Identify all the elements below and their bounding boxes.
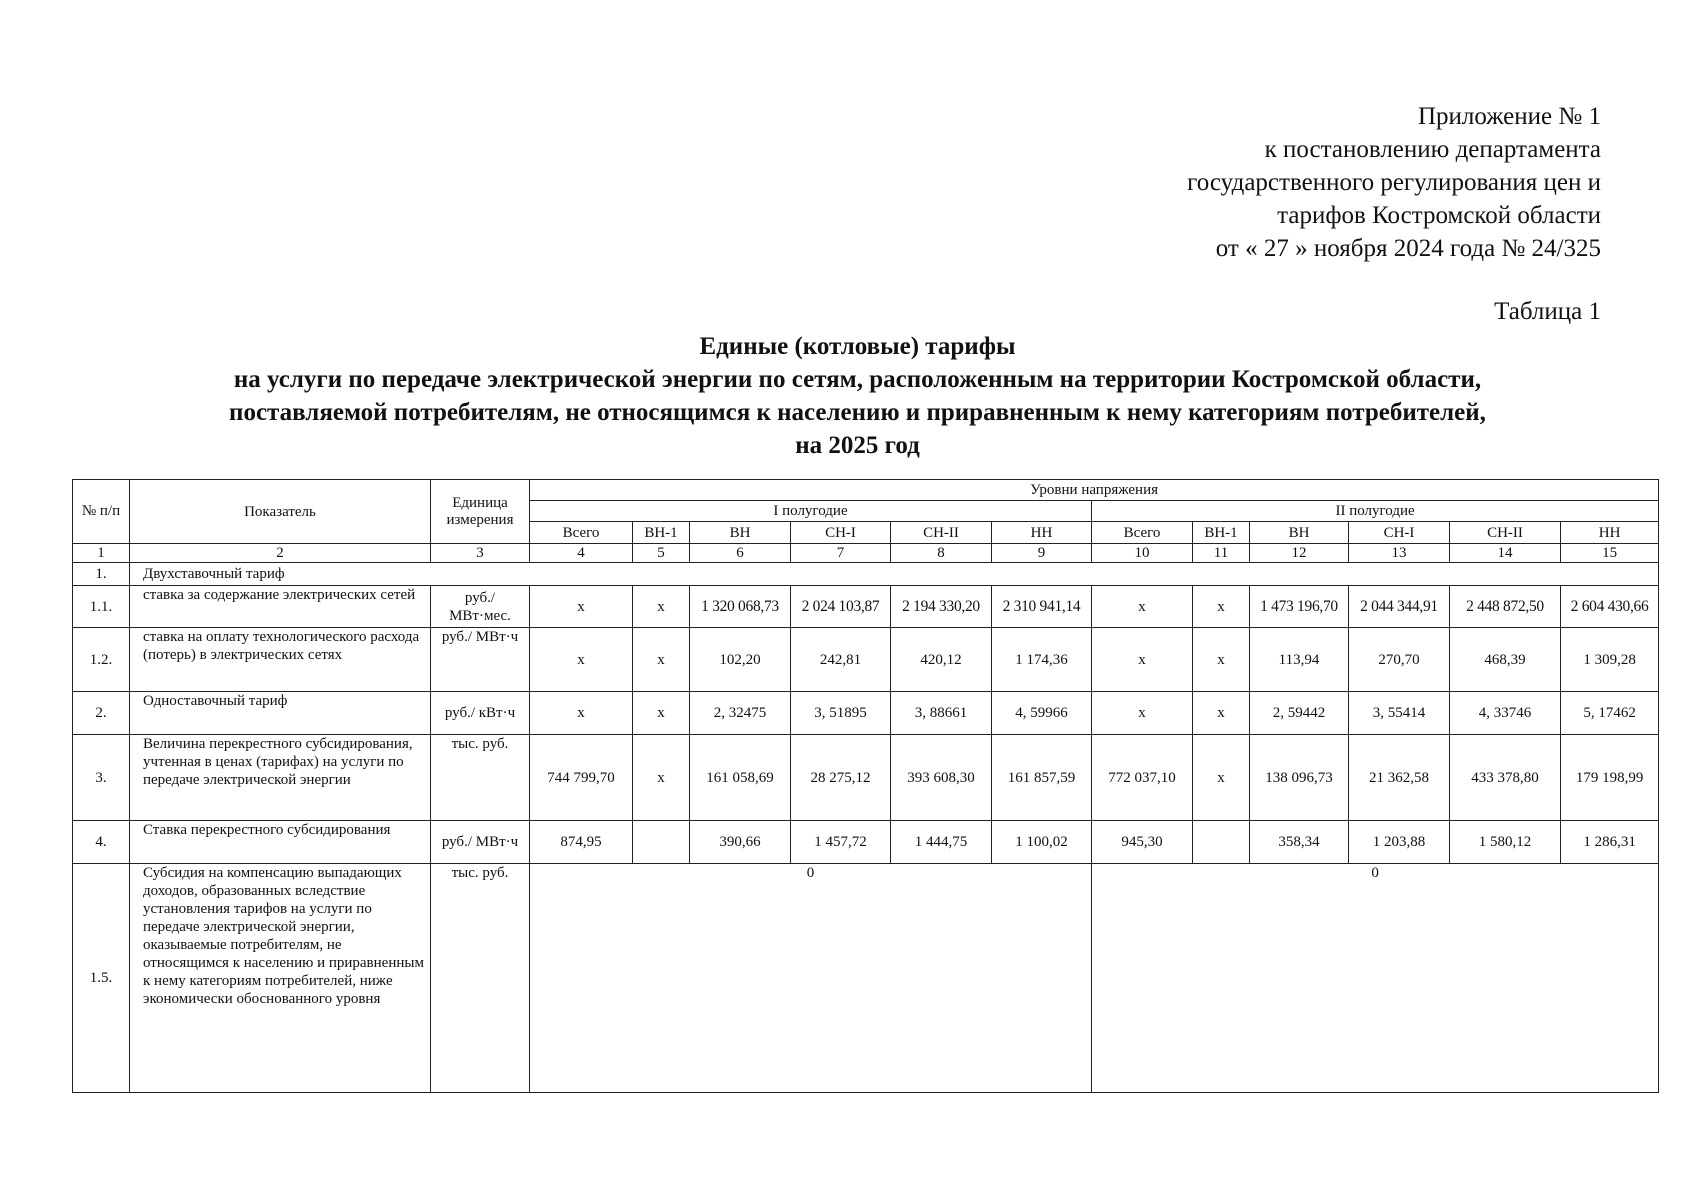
value-cell: 3, 51895 [791, 692, 891, 735]
column-index-row [73, 544, 1659, 563]
value-cell: 1 457,72 [791, 821, 891, 864]
row-name: Величина перекрестного субсидирования, учтенная в ценах (тарифах) на услуги по передаче электрической энергии [130, 735, 431, 821]
column-index-cell: 5 [633, 544, 690, 563]
value-cell: 1 580,12 [1450, 821, 1561, 864]
value-cell: х [530, 586, 633, 628]
value-cell: 874,95 [530, 821, 633, 864]
value-cell: 420,12 [891, 628, 992, 692]
column-index-cell: 13 [1349, 544, 1450, 563]
row-name: Двухставочный тариф [130, 563, 1659, 586]
value-cell: 2 194 330,20 [891, 586, 992, 628]
header-sub-cell: НН [1561, 522, 1659, 544]
title-line-4: на 2025 год [795, 432, 920, 459]
header-sub-cell: ВН-1 [633, 522, 690, 544]
header-half-2: II полугодие [1092, 501, 1659, 522]
appendix-line-2: к постановлению департамента [1264, 136, 1601, 163]
appendix-line-4: тарифов Костромской области [1277, 202, 1601, 229]
value-cell: х [1193, 586, 1250, 628]
half-1-value-cell: 0 [530, 864, 1092, 1093]
row-unit: руб./ МВт·ч [431, 628, 530, 692]
row-number: 1.1. [73, 586, 130, 628]
table-row [73, 821, 1659, 864]
row-number: 3. [73, 735, 130, 821]
value-cell: 1 174,36 [992, 628, 1092, 692]
value-cell: 2, 32475 [690, 692, 791, 735]
row-number: 1.5. [73, 864, 130, 1093]
table-row [73, 864, 1659, 1093]
value-cell: 3, 88661 [891, 692, 992, 735]
header-sub-cell: НН [992, 522, 1092, 544]
title-line-3: поставляемой потребителям, не относящимся к населению и приравненным к нему категориям потребителей, [229, 399, 1486, 426]
header-sub-cell: ВН [1250, 522, 1349, 544]
header-sub-cell: Всего [530, 522, 633, 544]
column-index-cell: 15 [1561, 544, 1659, 563]
value-cell: х [1193, 735, 1250, 821]
row-name: Субсидия на компенсацию выпадающих доходов, образованных вследствие установления тарифов на услуги по передаче электрической энергии, оказываемые потребителям, не относящимся к населению и приравненным к нему категориям потребителей, ниже экономически обоснованного уровня [130, 864, 431, 1093]
document-title [60, 330, 1655, 462]
value-cell: 1 100,02 [992, 821, 1092, 864]
row-name: Ставка перекрестного субсидирования [130, 821, 431, 864]
row-number: 2. [73, 692, 130, 735]
row-number: 1.2. [73, 628, 130, 692]
header-sub-cell: Всего [1092, 522, 1193, 544]
header-sub-cell: СН-I [791, 522, 891, 544]
value-cell: 393 608,30 [891, 735, 992, 821]
table-row [73, 628, 1659, 692]
value-cell: 2 024 103,87 [791, 586, 891, 628]
value-cell: 433 378,80 [1450, 735, 1561, 821]
value-cell: 945,30 [1092, 821, 1193, 864]
row-unit: руб./ кВт·ч [431, 692, 530, 735]
table-number: Таблица 1 [1494, 298, 1601, 325]
appendix-line-3: государственного регулирования цен и [1187, 169, 1601, 196]
value-cell: 102,20 [690, 628, 791, 692]
column-index-cell: 3 [431, 544, 530, 563]
value-cell: 161 058,69 [690, 735, 791, 821]
header-unit: Единица измерения [431, 480, 530, 544]
value-cell: 21 362,58 [1349, 735, 1450, 821]
header-sub-cell: ВН-1 [1193, 522, 1250, 544]
table-row [73, 692, 1659, 735]
value-cell: 2 310 941,14 [992, 586, 1092, 628]
value-cell: 1 286,31 [1561, 821, 1659, 864]
value-cell: х [1193, 628, 1250, 692]
value-cell: 242,81 [791, 628, 891, 692]
value-cell: х [1092, 628, 1193, 692]
value-cell: 1 203,88 [1349, 821, 1450, 864]
appendix-line-1: Приложение № 1 [1417, 103, 1601, 130]
value-cell: 1 473 196,70 [1250, 586, 1349, 628]
column-index-cell: 1 [73, 544, 130, 563]
value-cell: х [633, 692, 690, 735]
row-name: Одноставочный тариф [130, 692, 431, 735]
table-row [73, 735, 1659, 821]
value-cell: х [530, 628, 633, 692]
value-cell: 744 799,70 [530, 735, 633, 821]
value-cell: 5, 17462 [1561, 692, 1659, 735]
column-index-cell: 10 [1092, 544, 1193, 563]
column-index-cell: 6 [690, 544, 791, 563]
value-cell: х [1092, 586, 1193, 628]
title-line-2: на услуги по передаче электрической энергии по сетям, расположенным на территории Костромской области, [233, 366, 1482, 393]
value-cell: 3, 55414 [1349, 692, 1450, 735]
value-cell: 138 096,73 [1250, 735, 1349, 821]
table-row [73, 586, 1659, 628]
value-cell: 28 275,12 [791, 735, 891, 821]
value-cell: 2 604 430,66 [1561, 586, 1659, 628]
half-2-value-cell: 0 [1092, 864, 1659, 1093]
value-cell: 468,39 [1450, 628, 1561, 692]
header-sub-cell: СН-I [1349, 522, 1450, 544]
header-indicator: Показатель [130, 480, 431, 544]
tariff-table [72, 479, 1659, 1093]
value-cell: х [1193, 692, 1250, 735]
value-cell: 390,66 [690, 821, 791, 864]
column-index-cell: 2 [130, 544, 431, 563]
value-cell: 4, 59966 [992, 692, 1092, 735]
value-cell: 1 444,75 [891, 821, 992, 864]
row-unit: руб./ МВт·ч [431, 821, 530, 864]
row-name: ставка за содержание электрических сетей [130, 586, 431, 628]
value-cell: 2, 59442 [1250, 692, 1349, 735]
value-cell: х [1092, 692, 1193, 735]
header-sub-cell: ВН [690, 522, 791, 544]
row-name: ставка на оплату технологического расхода (потерь) в электрических сетях [130, 628, 431, 692]
column-index-cell: 11 [1193, 544, 1250, 563]
header-half-1: I полугодие [530, 501, 1092, 522]
appendix-line-5: от « 27 » ноября 2024 года № 24/325 [1215, 235, 1601, 262]
table-row [73, 563, 1659, 586]
row-number: 1. [73, 563, 130, 586]
value-cell [1193, 821, 1250, 864]
value-cell: 358,34 [1250, 821, 1349, 864]
appendix-block [1187, 100, 1601, 265]
header-sub-cell: СН-II [1450, 522, 1561, 544]
header-voltage-levels: Уровни напряжения [530, 480, 1659, 501]
value-cell: 179 198,99 [1561, 735, 1659, 821]
value-cell: х [633, 735, 690, 821]
header-no: № п/п [73, 480, 130, 544]
value-cell: х [633, 586, 690, 628]
value-cell: 1 309,28 [1561, 628, 1659, 692]
row-unit: тыс. руб. [431, 735, 530, 821]
row-unit: руб./ МВт·мес. [431, 586, 530, 628]
value-cell: 772 037,10 [1092, 735, 1193, 821]
header-sub-cell: СН-II [891, 522, 992, 544]
value-cell: 2 448 872,50 [1450, 586, 1561, 628]
value-cell: 2 044 344,91 [1349, 586, 1450, 628]
value-cell: 113,94 [1250, 628, 1349, 692]
row-number: 4. [73, 821, 130, 864]
value-cell: 4, 33746 [1450, 692, 1561, 735]
column-index-cell: 4 [530, 544, 633, 563]
column-index-cell: 12 [1250, 544, 1349, 563]
column-index-cell: 8 [891, 544, 992, 563]
value-cell: 161 857,59 [992, 735, 1092, 821]
value-cell: 1 320 068,73 [690, 586, 791, 628]
column-index-cell: 14 [1450, 544, 1561, 563]
value-cell: х [530, 692, 633, 735]
value-cell [633, 821, 690, 864]
title-line-1: Единые (котловые) тарифы [699, 333, 1016, 360]
column-index-cell: 9 [992, 544, 1092, 563]
value-cell: х [633, 628, 690, 692]
value-cell: 270,70 [1349, 628, 1450, 692]
row-unit: тыс. руб. [431, 864, 530, 1093]
column-index-cell: 7 [791, 544, 891, 563]
